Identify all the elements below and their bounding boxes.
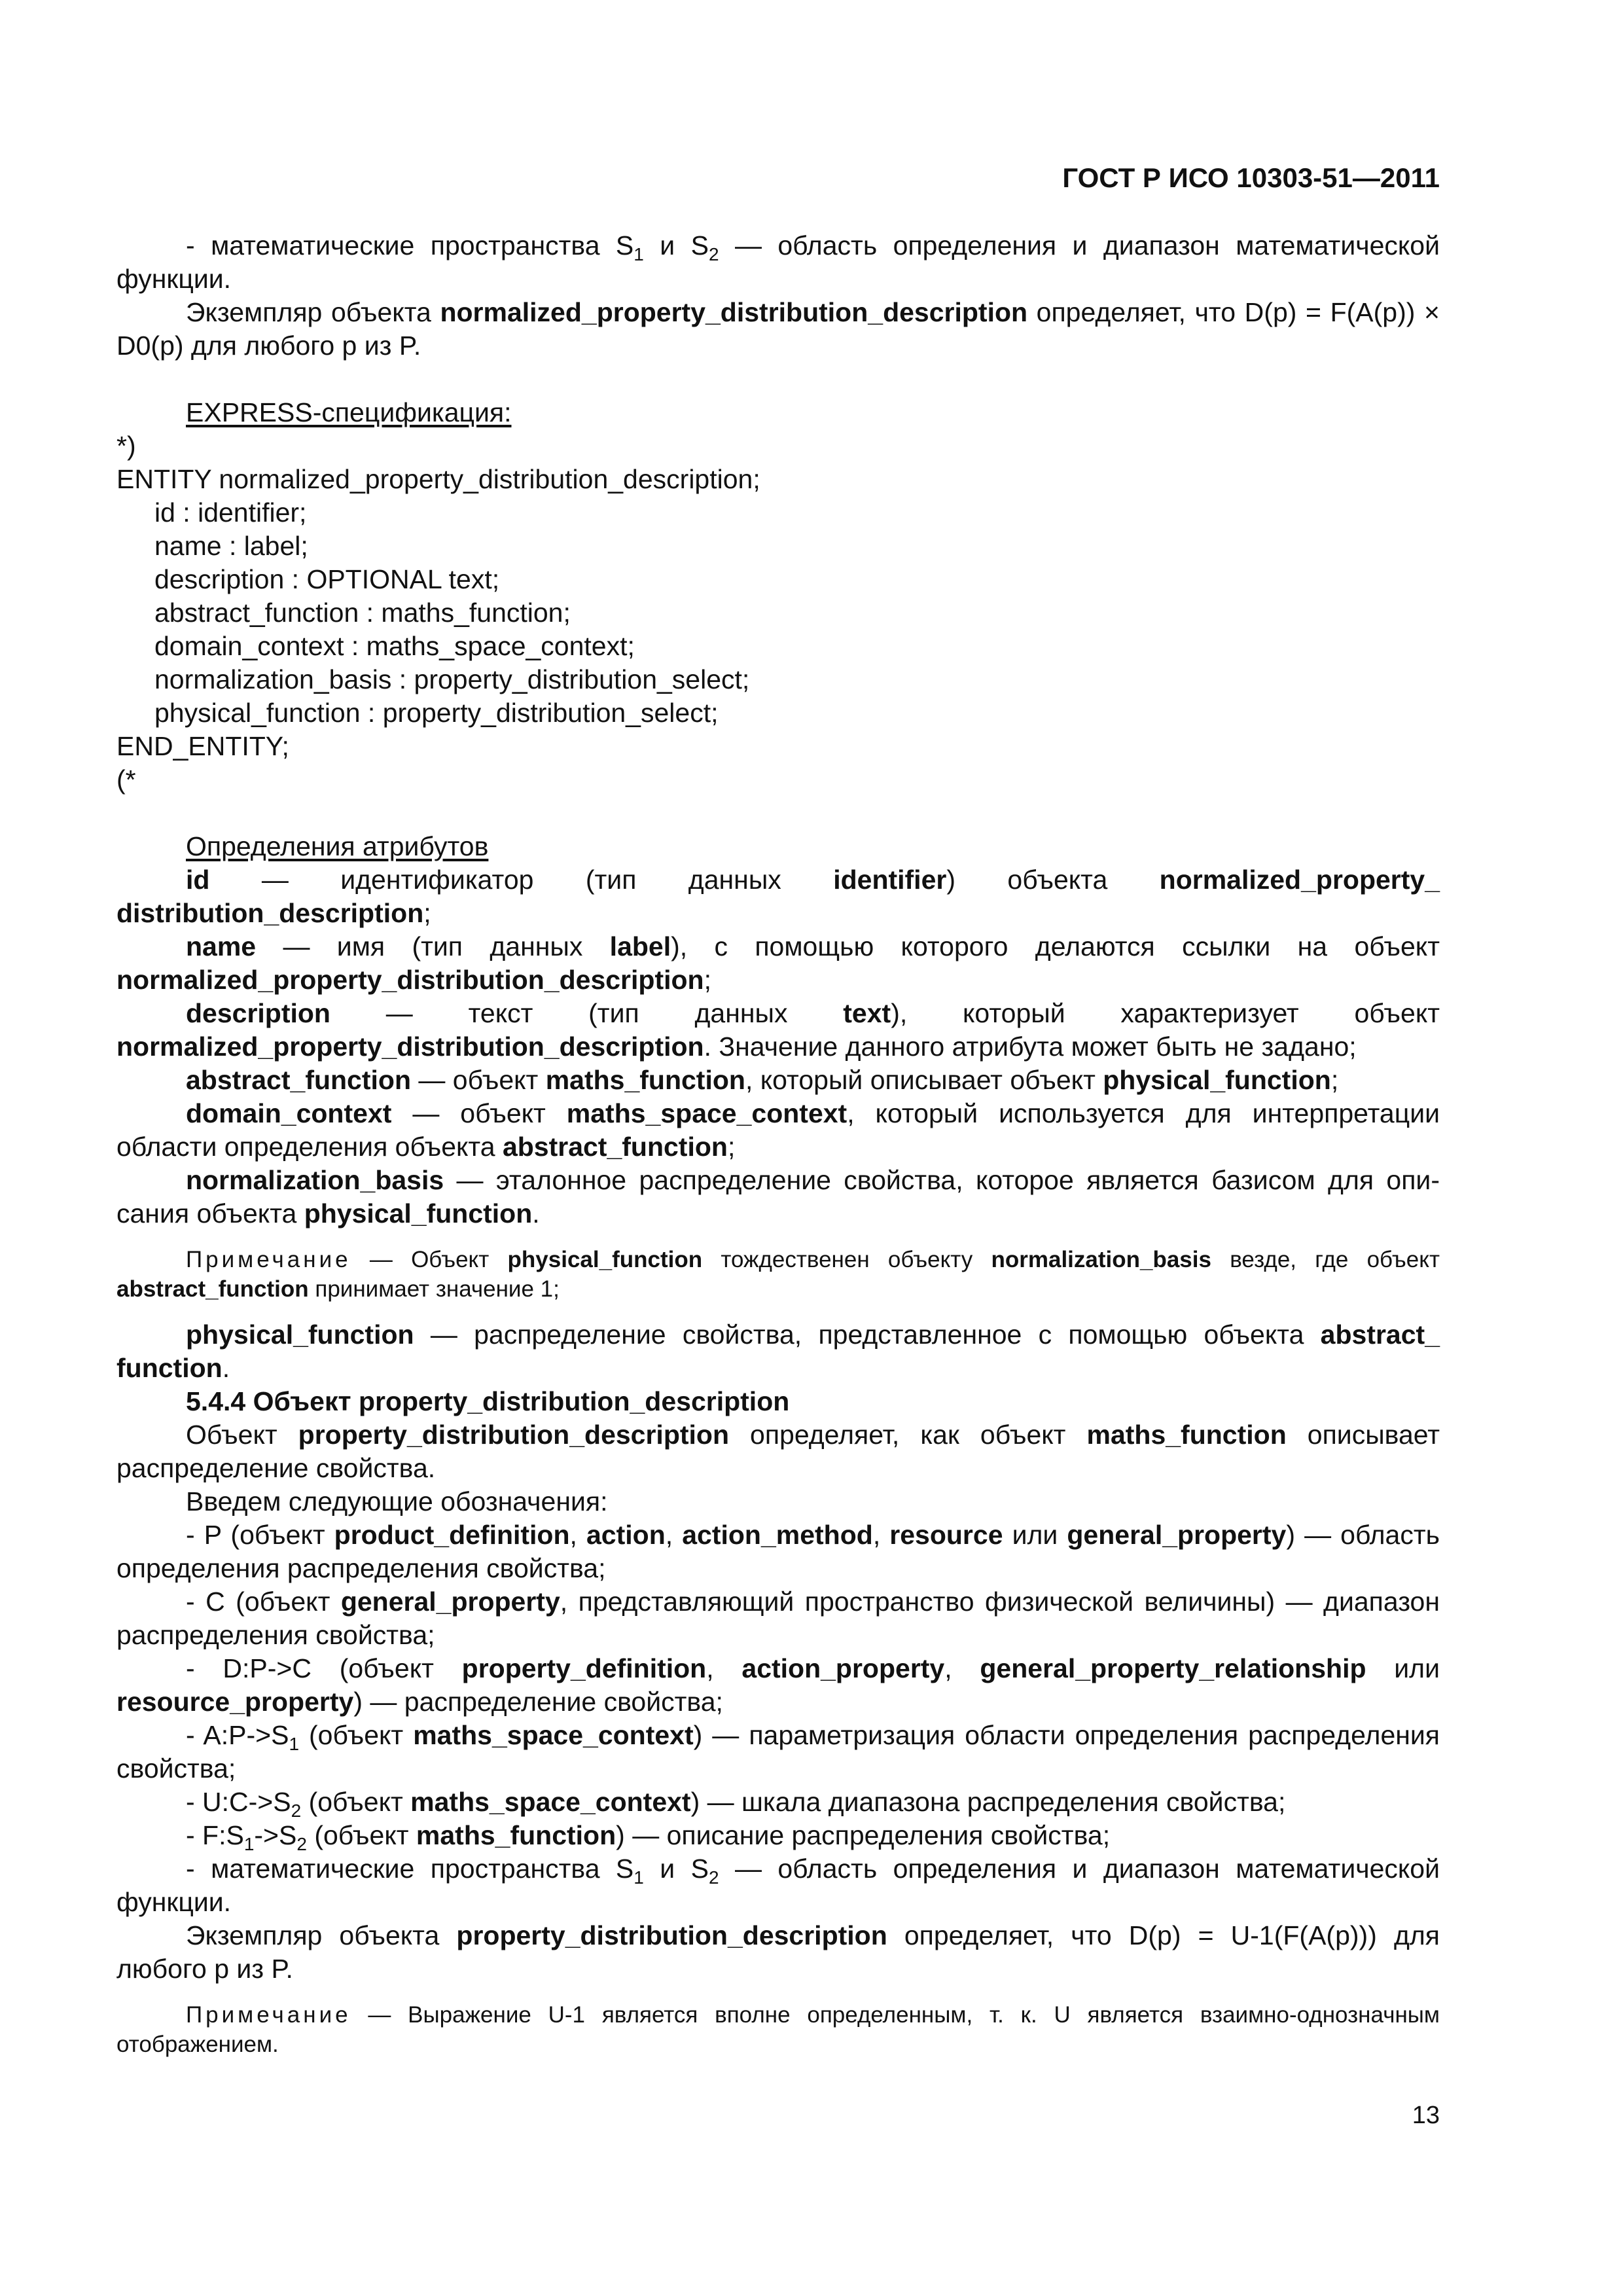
notation-intro: Введем следующие обозначения: (186, 1486, 608, 1516)
note-physical-function: Примечание — Объект physical_function тождественен объекту normalization_basis везде, где объект abstract_function принимает значение 1; (116, 1247, 1440, 1302)
paragraph-pdd-instance: Экземпляр объекта property_distribution_description определяет, что D(p) = U-1(F(A(p))) для любого p из P. (116, 1920, 1440, 1984)
code-line: id : identifier; (154, 497, 307, 528)
attribute-physical-function: physical_function — распределение свойства, представленное с помощью объекта abstract_ function. (116, 1319, 1440, 1383)
notation-item-c: - C (объект general_property, представляющий пространство физической величины) — диапазон распределения свойства; (116, 1587, 1440, 1650)
code-line: (* (116, 764, 136, 795)
notation-item-d: - D:P->C (объект property_definition, action_property, general_property_relationship или resource_property) — распределение свойства; (116, 1653, 1440, 1717)
attribute-description: description — текст (тип данных text), который характеризует объект normalized_property_distribution_description. Значение данного атрибута может быть не задано; (116, 998, 1440, 1062)
express-code-block (116, 429, 1440, 797)
section-intro: Объект property_distribution_description определяет, как объект maths_function описывает распределение свойства. (116, 1420, 1440, 1483)
note-inverse-mapping: Примечание — Выражение U-1 является вполне определенным, т. к. U является взаимно-однозначным отображением. (116, 2002, 1440, 2057)
notation-item-a: - $A:P->S_1$ (объект maths_space_context) — параметризация области определения распределения свойства; (116, 1720, 1440, 1784)
page-number: 13 (1412, 2102, 1440, 2129)
attribute-domain-context: domain_context — объект maths_space_context, который используется для интерпретации области определения объекта abstract_function; (116, 1098, 1440, 1162)
code-line: END_ENTITY; (116, 731, 289, 761)
notation-item-p: - P (объект product_definition, action, action_method, resource или general_property) — область определения распределения свойства; (116, 1520, 1440, 1583)
running-header: ГОСТ Р ИСО 10303-51—2011 (1062, 162, 1440, 193)
attribute-name: name — имя (тип данных label), с помощью которого делаются ссылки на объект normalized_property_distribution_description; (116, 931, 1440, 995)
page-body (116, 229, 1440, 2059)
express-heading: EXPRESS-спецификация: (186, 397, 512, 427)
code-line: normalization_basis : property_distribution_select; (154, 664, 750, 694)
paragraph-math-spaces-intro: - математические пространства $S_1$ и $S_2$ — область определения и диапазон математической функции. (116, 230, 1440, 294)
code-line: physical_function : property_distribution_select; (154, 698, 719, 728)
section-heading: 5.4.4 Объект property_distribution_description (186, 1386, 790, 1416)
attributes-heading: Определения атрибутов (186, 831, 489, 861)
code-line: *) (116, 431, 136, 461)
code-line: ENTITY normalized_property_distribution_description; (116, 464, 760, 494)
notation-item-u: - $U:C->S_2$ (объект maths_space_context) — шкала диапазона распределения свойства; (186, 1787, 1286, 1821)
attribute-normalization-basis: normalization_basis — эталонное распределение свойства, которое является базисом для описания объекта physical_function. (116, 1165, 1440, 1229)
paragraph-instance-definition: Экземпляр объекта normalized_property_distribution_description определяет, что D(p) = F(A(p)) × D0(p) для любого p из P. (116, 297, 1440, 361)
code-line: domain_context : maths_space_context; (154, 631, 635, 661)
attribute-abstract-function: abstract_function — объект maths_function, который описывает объект physical_function; (186, 1065, 1339, 1095)
attribute-id: id — идентификатор (тип данных identifier) объекта normalized_property_ distribution_description; (116, 865, 1440, 928)
notation-item-f: - $F:S_1->S_2$ (объект maths_function) — описание распределения свойства; (186, 1820, 1111, 1855)
code-line: name : label; (154, 531, 308, 561)
code-line: description : OPTIONAL text; (154, 564, 500, 594)
notation-item-math-spaces: - математические пространства $S_1$ и $S_2$ — область определения и диапазон математической функции. (116, 1854, 1440, 1917)
code-line: abstract_function : maths_function; (154, 598, 571, 628)
